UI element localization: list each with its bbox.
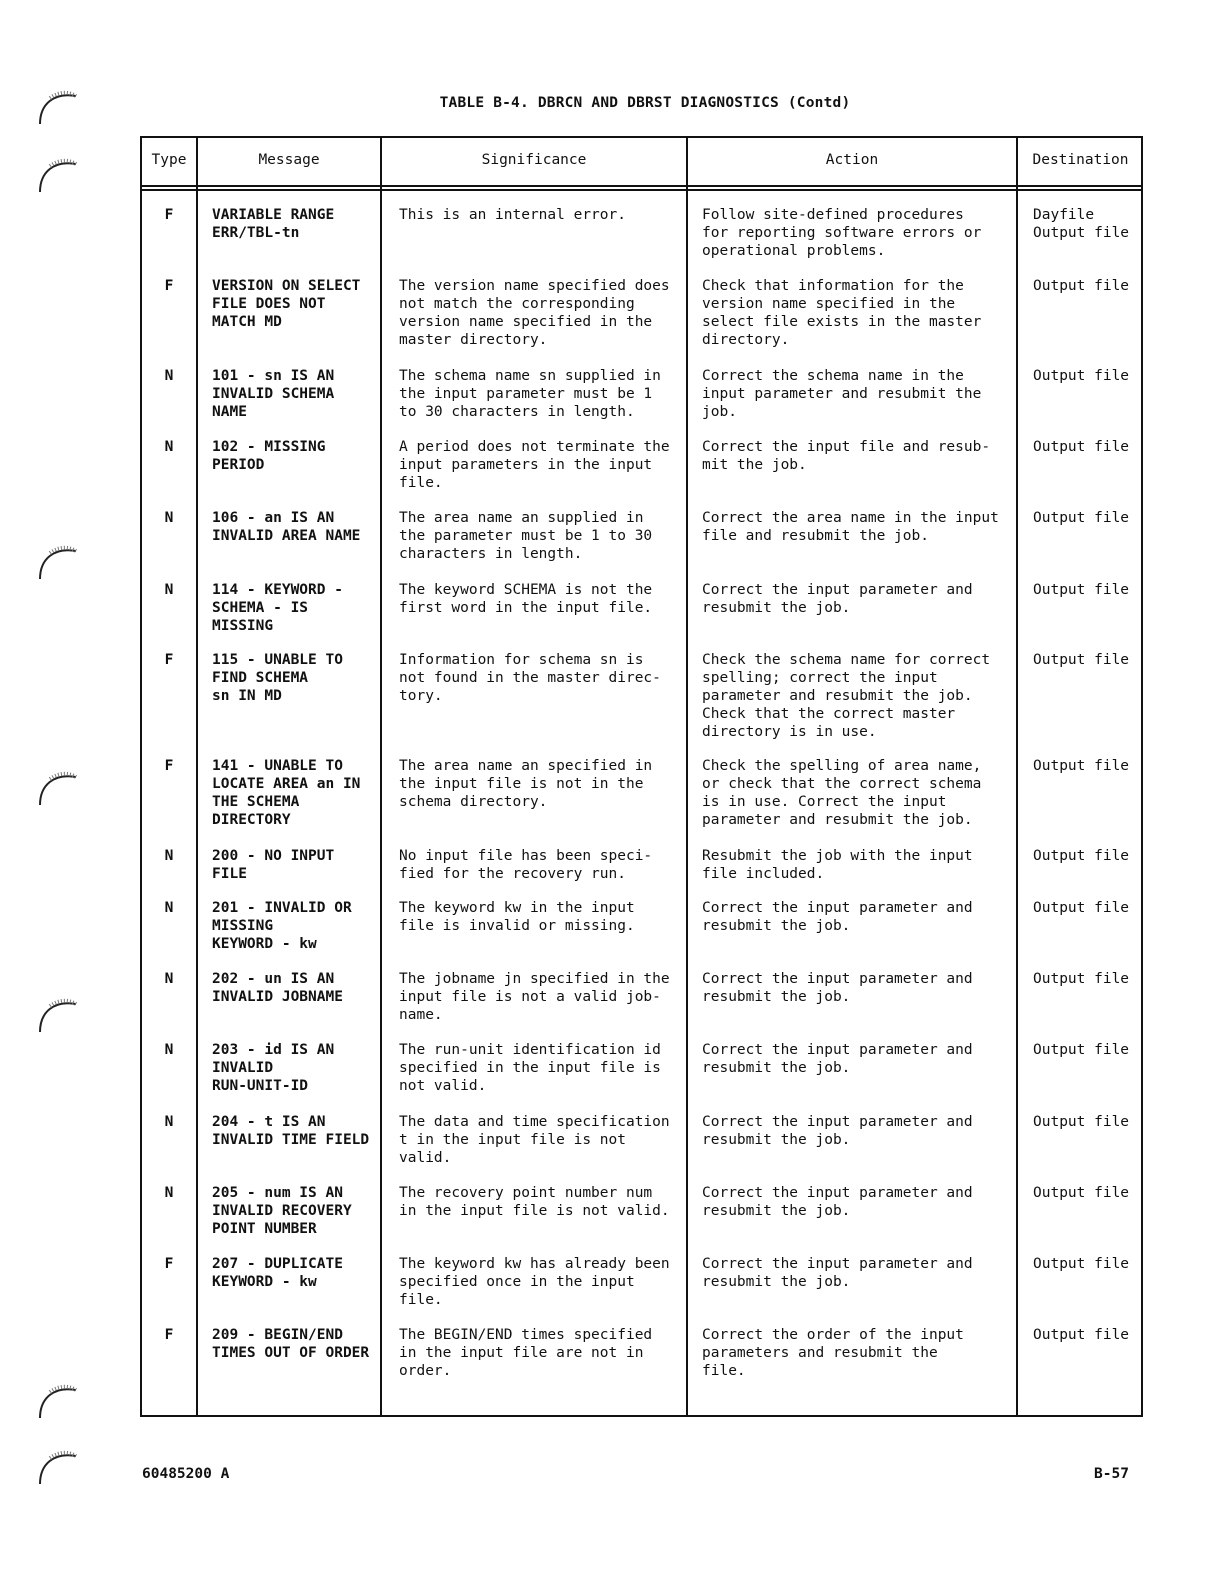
message-cell: 203 - id IS AN INVALID RUN-UNIT-ID bbox=[212, 1042, 335, 1094]
binder-hole-icon bbox=[36, 767, 84, 807]
significance-cell: The schema name sn supplied in the input parameter must be 1 to 30 characters in length. bbox=[399, 368, 661, 420]
destination-cell: Output file bbox=[1033, 582, 1130, 598]
action-cell: Check the schema name for correct spelling; correct the input parameter and resubmit the job. Check that the correct master directory is in use. bbox=[702, 652, 991, 740]
destination-cell: Output file bbox=[1033, 652, 1130, 668]
binder-hole-icon bbox=[36, 1446, 84, 1486]
type-cell: N bbox=[164, 848, 174, 864]
header-destination: Destination bbox=[1032, 152, 1129, 168]
action-cell: Correct the input parameter and resubmit the job. bbox=[702, 900, 973, 934]
action-cell: Correct the input parameter and resubmit the job. bbox=[702, 971, 973, 1005]
header-rule bbox=[142, 189, 1141, 191]
action-cell: Correct the order of the input parameters and resubmit the file. bbox=[702, 1327, 964, 1379]
destination-cell: Output file bbox=[1033, 1042, 1130, 1058]
binder-hole-icon bbox=[36, 1380, 84, 1420]
type-cell: F bbox=[164, 278, 174, 294]
action-cell: Check that information for the version name specified in the select file exists in the master directory. bbox=[702, 278, 982, 348]
binder-hole-icon bbox=[36, 541, 84, 581]
destination-cell: Output file bbox=[1033, 758, 1130, 774]
type-cell: F bbox=[164, 1256, 174, 1272]
binder-hole-icon bbox=[36, 994, 84, 1034]
significance-cell: No input file has been speci- fied for the recovery run. bbox=[399, 848, 653, 882]
message-cell: 115 - UNABLE TO FIND SCHEMA sn IN MD bbox=[212, 652, 343, 704]
action-cell: Correct the input parameter and resubmit the job. bbox=[702, 1042, 973, 1076]
destination-cell: Output file bbox=[1033, 1256, 1130, 1272]
message-cell: 201 - INVALID OR MISSING KEYWORD - kw bbox=[212, 900, 352, 952]
column-divider bbox=[196, 138, 198, 1415]
message-cell: 200 - NO INPUT FILE bbox=[212, 848, 335, 882]
type-cell: N bbox=[164, 582, 174, 598]
type-cell: N bbox=[164, 510, 174, 526]
header-type: Type bbox=[151, 152, 187, 168]
message-cell: 204 - t IS AN INVALID TIME FIELD bbox=[212, 1114, 370, 1148]
significance-cell: The recovery point number num in the input file is not valid. bbox=[399, 1185, 670, 1219]
binder-hole-icon bbox=[36, 86, 84, 126]
action-cell: Correct the input parameter and resubmit the job. bbox=[702, 1256, 973, 1290]
type-cell: N bbox=[164, 900, 174, 916]
message-cell: 205 - num IS AN INVALID RECOVERY POINT NUMBER bbox=[212, 1185, 352, 1237]
type-cell: N bbox=[164, 368, 174, 384]
message-cell: 141 - UNABLE TO LOCATE AREA an IN THE SCHEMA DIRECTORY bbox=[212, 758, 361, 828]
action-cell: Correct the input parameter and resubmit the job. bbox=[702, 1114, 973, 1148]
page-number: B-57 bbox=[1094, 1466, 1129, 1482]
destination-cell: Output file bbox=[1033, 510, 1130, 526]
header-action: Action bbox=[825, 152, 879, 168]
significance-cell: The jobname jn specified in the input file is not a valid job- name. bbox=[399, 971, 670, 1023]
type-cell: F bbox=[164, 758, 174, 774]
significance-cell: The run-unit identification id specified in the input file is not valid. bbox=[399, 1042, 661, 1094]
type-cell: N bbox=[164, 1114, 174, 1130]
document-number: 60485200 A bbox=[142, 1466, 230, 1482]
header-significance: Significance bbox=[481, 152, 587, 168]
significance-cell: Information for schema sn is not found in the master direc- tory. bbox=[399, 652, 661, 704]
destination-cell: Output file bbox=[1033, 1185, 1130, 1201]
significance-cell: The area name an specified in the input file is not in the schema directory. bbox=[399, 758, 653, 810]
header-message: Message bbox=[258, 152, 320, 168]
destination-cell: Output file bbox=[1033, 1114, 1130, 1130]
action-cell: Correct the area name in the input file and resubmit the job. bbox=[702, 510, 999, 544]
type-cell: N bbox=[164, 1042, 174, 1058]
message-cell: 101 - sn IS AN INVALID SCHEMA NAME bbox=[212, 368, 335, 420]
diagnostics-table bbox=[140, 136, 1143, 1417]
destination-cell: Output file bbox=[1033, 1327, 1130, 1343]
destination-cell: Output file bbox=[1033, 971, 1130, 987]
significance-cell: The keyword kw has already been specified once in the input file. bbox=[399, 1256, 670, 1308]
destination-cell: Output file bbox=[1033, 439, 1130, 455]
header-rule bbox=[142, 185, 1141, 187]
significance-cell: A period does not terminate the input parameters in the input file. bbox=[399, 439, 670, 491]
type-cell: N bbox=[164, 439, 174, 455]
message-cell: 114 - KEYWORD - SCHEMA - IS MISSING bbox=[212, 582, 343, 634]
significance-cell: The keyword SCHEMA is not the first word in the input file. bbox=[399, 582, 653, 616]
destination-cell: Output file bbox=[1033, 848, 1130, 864]
action-cell: Check the spelling of area name, or check that the correct schema is in use. Correct the input parameter and resubmit the job. bbox=[702, 758, 982, 828]
binder-hole-icon bbox=[36, 154, 84, 194]
action-cell: Resubmit the job with the input file included. bbox=[702, 848, 973, 882]
type-cell: F bbox=[164, 652, 174, 668]
message-cell: VERSION ON SELECT FILE DOES NOT MATCH MD bbox=[212, 278, 361, 330]
destination-cell: Dayfile Output file bbox=[1033, 207, 1130, 241]
significance-cell: The data and time specification t in the input file is not valid. bbox=[399, 1114, 670, 1166]
message-cell: 106 - an IS AN INVALID AREA NAME bbox=[212, 510, 361, 544]
type-cell: N bbox=[164, 971, 174, 987]
action-cell: Correct the input parameter and resubmit the job. bbox=[702, 1185, 973, 1219]
message-cell: VARIABLE RANGE ERR/TBL-tn bbox=[212, 207, 335, 241]
destination-cell: Output file bbox=[1033, 368, 1130, 384]
message-cell: 102 - MISSING PERIOD bbox=[212, 439, 326, 473]
type-cell: F bbox=[164, 1327, 174, 1343]
destination-cell: Output file bbox=[1033, 900, 1130, 916]
action-cell: Correct the input parameter and resubmit the job. bbox=[702, 582, 973, 616]
significance-cell: The version name specified does not match the corresponding version name specified in the master directory. bbox=[399, 278, 670, 348]
significance-cell: The area name an supplied in the parameter must be 1 to 30 characters in length. bbox=[399, 510, 653, 562]
type-cell: F bbox=[164, 207, 174, 223]
message-cell: 207 - DUPLICATE KEYWORD - kw bbox=[212, 1256, 343, 1290]
type-cell: N bbox=[164, 1185, 174, 1201]
significance-cell: This is an internal error. bbox=[399, 207, 626, 223]
message-cell: 202 - un IS AN INVALID JOBNAME bbox=[212, 971, 343, 1005]
destination-cell: Output file bbox=[1033, 278, 1130, 294]
action-cell: Follow site-defined procedures for reporting software errors or operational problems. bbox=[702, 207, 982, 259]
action-cell: Correct the input file and resub- mit the job. bbox=[702, 439, 991, 473]
action-cell: Correct the schema name in the input parameter and resubmit the job. bbox=[702, 368, 982, 420]
page-title: TABLE B-4. DBRCN AND DBRST DIAGNOSTICS (Contd) bbox=[439, 95, 851, 111]
significance-cell: The BEGIN/END times specified in the input file are not in order. bbox=[399, 1327, 653, 1379]
significance-cell: The keyword kw in the input file is invalid or missing. bbox=[399, 900, 635, 934]
message-cell: 209 - BEGIN/END TIMES OUT OF ORDER bbox=[212, 1327, 370, 1361]
